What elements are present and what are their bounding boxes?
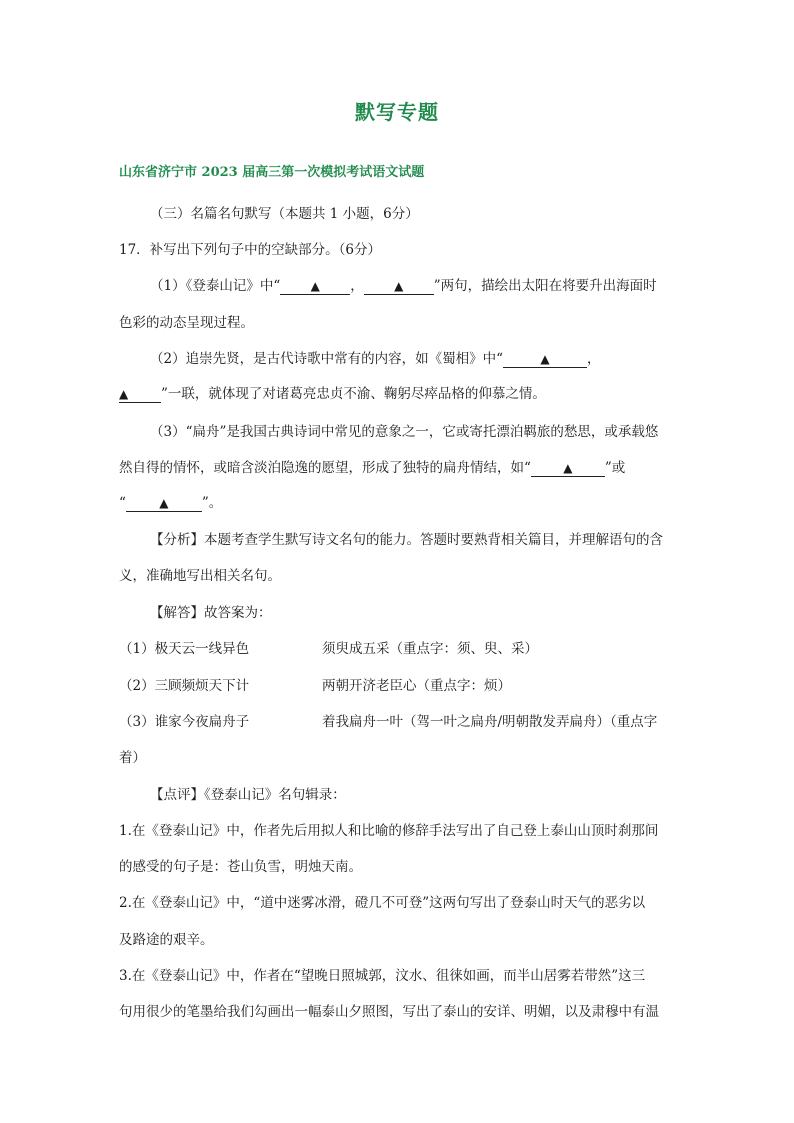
- triangle-marker: ▲: [563, 461, 573, 475]
- triangle-marker: ▲: [540, 352, 550, 366]
- answer-row: （2）三顾频烦天下计 两朝开济老臣心（重点字：烦）: [119, 678, 511, 694]
- note-line: 3.在《登泰山记》中，作者在“望晚日照城郭，汶水、徂徕如画，而半山居雾若带然”这三: [119, 968, 646, 984]
- answer-row: （1）极天云一线异色 须臾成五采（重点字：须、臾、采）: [119, 641, 538, 657]
- exam-source: 山东省济宁市 2023 届高三第一次模拟考试语文试题: [119, 165, 425, 180]
- triangle-marker: ▲: [310, 279, 320, 293]
- subquestion-2-cont: ▲ ”一联，就体现了对诸葛亮忠贞不渝、鞠躬尽瘁品格的仰慕之情。: [119, 386, 546, 402]
- subquestion-3-cont: 然自得的情怀，或暗含淡泊隐逸的愿望，形成了独特的扁舟情结，如“ ▲ ”或: [119, 460, 626, 476]
- subquestion-2: （2）追崇先贤，是古代诗歌中常有的内容，如《蜀相》中“ ▲ ，: [150, 351, 601, 367]
- note-line: 及路途的艰辛。: [119, 932, 214, 948]
- question-stem: 17．补写出下列句子中的空缺部分。（6分）: [119, 242, 382, 258]
- comment-heading: 【点评】《登泰山记》名句辑录：: [150, 787, 346, 803]
- triangle-marker: ▲: [394, 279, 404, 293]
- answer-row: （3）谁家今夜扁舟子 着我扁舟一叶（驾一叶之扁舟/明朝散发弄扁舟）（重点字: [119, 714, 658, 730]
- note-line: 1.在《登泰山记》中，作者先后用拟人和比喻的修辞手法写出了自己登上泰山山顶时刹那间: [119, 823, 659, 839]
- answer-blank: [503, 351, 587, 368]
- page-title: 默写专题: [355, 100, 439, 124]
- note-line: 的感受的句子是：苍山负雪，明烛天南。: [119, 859, 362, 875]
- answer-blank: [531, 460, 605, 477]
- answer-blank: [126, 495, 202, 512]
- analysis-text-cont: 义，准确地写出相关名句。: [119, 568, 281, 584]
- subquestion-3: （3）“扁舟”是我国古典诗词中常见的意象之一，它或寄托漂泊羁旅的愁思，或承载悠: [150, 424, 659, 440]
- subquestion-1: （1）《登泰山记》中“ ▲ ， ▲ ”两句，描绘出太阳在将要升出海面时: [150, 278, 657, 294]
- subquestion-3-cont2: “ ▲ ”。: [119, 495, 223, 511]
- analysis-text: 【分析】本题考查学生默写诗文名句的能力。答题时要熟背相关篇目，并理解语句的含: [150, 532, 663, 548]
- triangle-marker: ▲: [159, 496, 169, 510]
- subquestion-1-cont: 色彩的动态呈现过程。: [119, 315, 254, 331]
- answer-blank: [119, 386, 161, 403]
- note-line: 2.在《登泰山记》中，“道中迷雾冰滑，磴几不可登”这两句写出了登泰山时天气的恶劣以: [119, 895, 646, 911]
- triangle-marker: ▲: [119, 387, 129, 401]
- section-heading: （三）名篇名句默写（本题共 1 小题，6分）: [150, 206, 419, 222]
- answer-row-cont: 着）: [119, 750, 146, 766]
- answer-blank: [280, 278, 350, 295]
- answer-heading: 【解答】故答案为：: [150, 605, 272, 621]
- note-line: 句用很少的笔墨给我们勾画出一幅泰山夕照图，写出了泰山的安详、明媚，以及肃穆中有温: [119, 1004, 659, 1020]
- answer-blank: [364, 278, 434, 295]
